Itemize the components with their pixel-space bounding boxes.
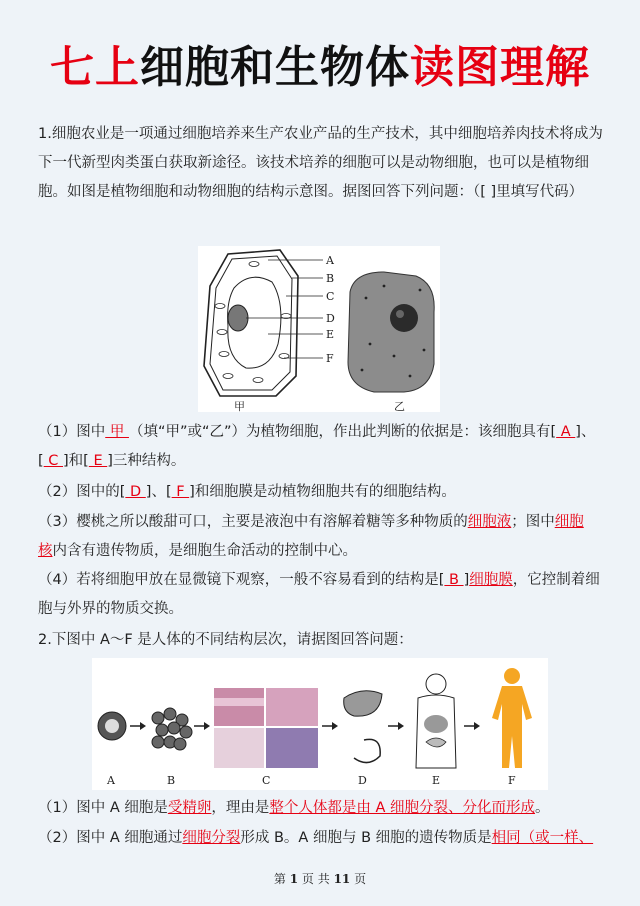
title-part1: 七上	[50, 42, 140, 93]
fig1-label-a: A	[326, 254, 334, 267]
fig2-label-c: C	[262, 774, 271, 787]
answer: 核	[38, 543, 53, 559]
answer: C	[43, 453, 64, 469]
answer: 相同（或一样、	[491, 830, 594, 846]
fig1-label-e: E	[326, 328, 335, 341]
q1-s3: （3）樱桃之所以酸甜可口，主要是液泡中有溶解着糖等多种物质的细胞液；图中细胞 核内含有遗传物质，是细胞生命活动的控制中心。	[38, 514, 584, 559]
answer: 受精卵	[167, 800, 212, 816]
answer: 细胞液	[467, 514, 512, 530]
body-levels-figure	[92, 658, 548, 790]
fig2-label-d: D	[358, 774, 367, 787]
fig2-label-b: B	[167, 774, 176, 787]
q1-s1: （1）图中 甲 （填“甲”或“乙”）为植物细胞，作出此判断的依据是：该细胞具有[ A ]、 [ C ]和[ E ]三种结构。	[38, 424, 596, 469]
animal-cell-diagram	[348, 272, 434, 392]
page-title	[0, 38, 640, 98]
zygote-cell	[98, 712, 126, 740]
fig1-label-b: B	[326, 272, 335, 285]
answer: D	[125, 484, 146, 500]
answer: A	[556, 424, 576, 440]
answer: 细胞分裂	[182, 830, 241, 846]
page-footer: 第 1 页 共 11 页	[273, 872, 367, 886]
answer: B	[444, 572, 464, 588]
title-part3: 读图理解	[410, 42, 590, 93]
q1-s2: （2）图中的[ D ]、[ F ]和细胞膜是动植物细胞共有的细胞结构。	[38, 484, 456, 500]
answer: E	[88, 453, 108, 469]
fig1-label-d: D	[326, 312, 335, 325]
q2-intro: 2.下图中 A～F 是人体的不同结构层次，请据图回答问题：	[38, 632, 413, 648]
human-body-image	[492, 668, 532, 768]
answer: 甲	[105, 424, 129, 440]
answer: 细胞	[554, 514, 584, 530]
cell-figure	[198, 246, 440, 412]
q1-s4: （4）若将细胞甲放在显微镜下观察，一般不容易看到的结构是[ B ]细胞膜，它控制着细胞与外界的物质交换。	[38, 572, 600, 617]
q2-s2: （2）图中 A 细胞通过细胞分裂形成 B。A 细胞与 B 细胞的遗传物质是相同（或一样、	[38, 830, 594, 846]
answer: 整个人体都是由 A 细胞分裂、分化而形成	[269, 800, 536, 816]
fig1-caption-right: 乙	[394, 400, 405, 412]
organ-images	[344, 691, 382, 763]
q2-s1: （1）图中 A 细胞是受精卵，理由是整个人体都是由 A 细胞分裂、分化而形成。	[38, 800, 550, 816]
answer: 细胞膜	[469, 572, 513, 588]
plant-cell-diagram	[204, 250, 323, 396]
tissue-images	[214, 688, 318, 768]
title-part2: 细胞和生物体	[140, 42, 410, 93]
fig1-caption-left: 甲	[234, 400, 245, 412]
fig2-label-a: A	[107, 774, 115, 787]
fig1-label-f: F	[326, 352, 334, 365]
fig2-label-f: F	[508, 774, 516, 787]
fig1-label-c: C	[326, 290, 335, 303]
answer: F	[171, 484, 190, 500]
cell-cluster	[152, 708, 192, 750]
system-image	[416, 674, 456, 768]
fig2-label-e: E	[432, 774, 441, 787]
q1-intro: 1.细胞农业是一项通过细胞培养来生产农业产品的生产技术，其中细胞培养肉技术将成为下一代新型肉类蛋白获取新途径。该技术培养的细胞可以是动物细胞，也可以是植物细胞。如图是植物细胞和动物细胞的结构示意图。据图回答下列问题：（[ ]里填写代码）	[38, 126, 603, 200]
